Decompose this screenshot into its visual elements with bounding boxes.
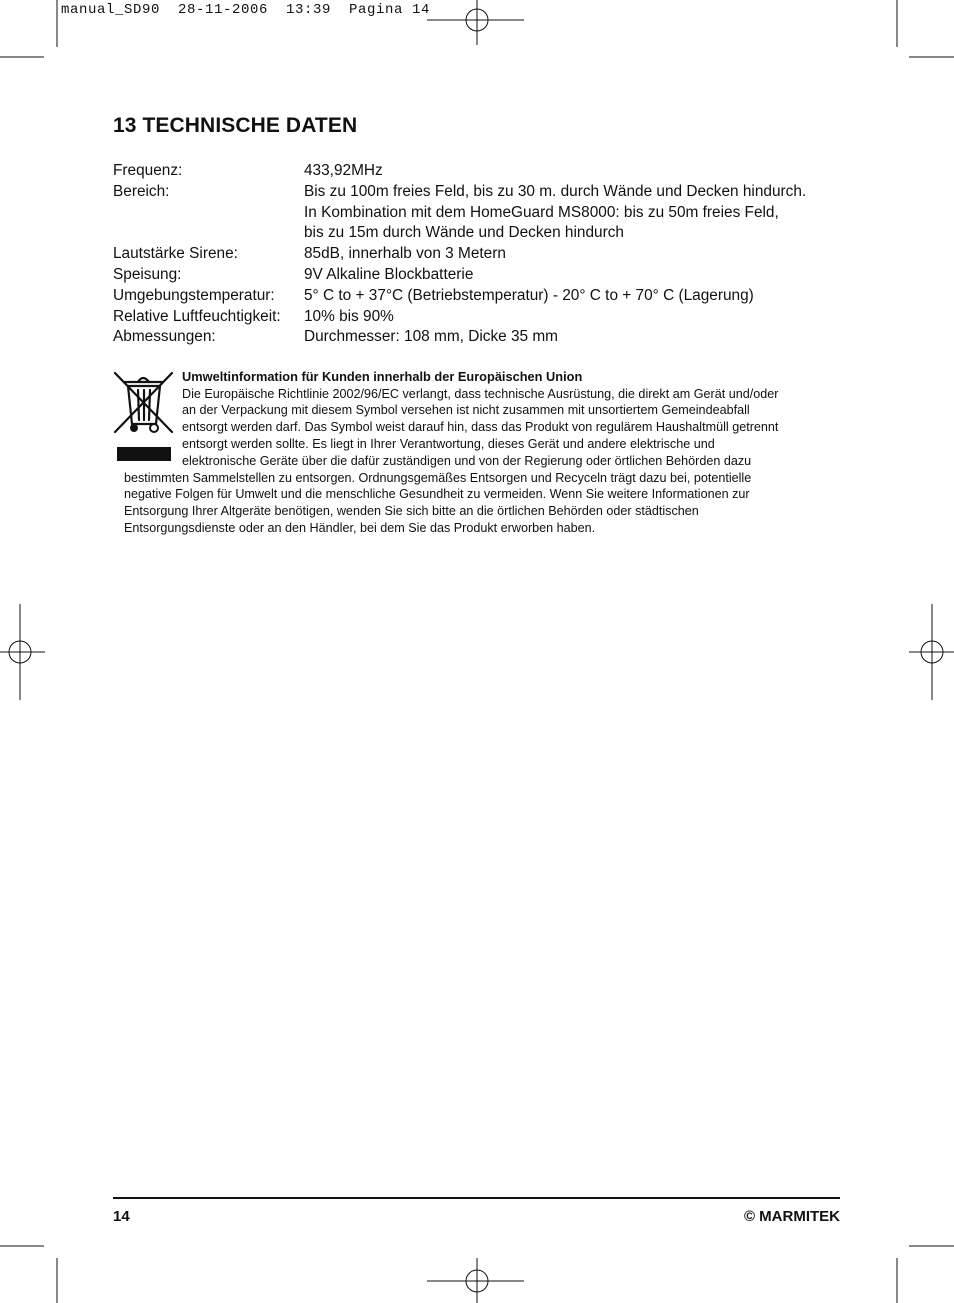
spec-value-line: 433,92MHz [304,162,383,179]
registration-mark-icon [427,0,524,45]
spec-label: Abmessungen: [113,328,216,346]
spec-value-line: Durchmesser: 108 mm, Dicke 35 mm [304,328,559,346]
spec-row [113,307,853,328]
spec-row [113,327,853,348]
print-slug: manual_SD90 28-11-2006 13:39 Pagina 14 [61,2,431,18]
spec-value [304,161,853,182]
spec-value-line: In Kombination mit dem HomeGuard MS8000: bis zu 50m freies Feld, [304,203,779,221]
spec-label: Umgebungstemperatur: [113,286,275,304]
environment-title: Umweltinformation für Kunden innerhalb der Europäischen Union [182,369,583,384]
environment-text-line: negative Folgen für Umwelt und die menschliche Gesundheit zu vermeiden. Wenn Sie weitere Informationen zur [124,487,750,501]
spec-row [113,161,853,182]
spec-label: Relative Luftfeuchtigkeit: [113,307,281,325]
weee-crossed-bin-icon [112,370,178,464]
spec-table [113,161,853,348]
spec-label: Speisung: [113,265,182,283]
copyright-notice: © MARMITEK [743,1208,840,1225]
spec-row [113,244,853,265]
spec-label: Bereich: [113,182,170,200]
spec-value [304,265,853,286]
environment-text-line: Entsorgungsdienste oder an den Händler, bei dem Sie das Produkt erworben haben. [124,521,596,535]
spec-value [304,307,853,328]
spec-value [304,244,853,265]
registration-mark-icon [0,604,45,700]
spec-value-line: 9V Alkaline Blockbatterie [304,265,474,283]
environment-text-line: bestimmten Sammelstellen zu entsorgen. Ordnungsgemäßes Entsorgen und Recyceln trägt dazu bei, potentielle [124,471,752,485]
spec-value [304,327,853,348]
registration-mark-icon [427,1258,524,1303]
spec-value-line: 85dB, innerhalb von 3 Metern [304,245,506,263]
environment-text-line: Die Europäische Richtlinie 2002/96/EC verlangt, dass technische Ausrüstung, die direkt am Gerät und/oder [182,387,779,401]
spec-row [113,182,853,244]
spec-value [304,182,853,244]
footer-divider [113,1197,840,1199]
spec-value [304,286,853,307]
environment-text-line: Entsorgung Ihrer Altgeräte benötigen, wenden Sie sich bitte an die örtlichen Behörden oder städtischen [124,504,699,518]
spec-value-line: 5° C to + 37°C (Betriebstemperatur) - 20° C to + 70° C (Lagerung) [304,286,754,304]
spec-label: Lautstärke Sirene: [113,245,238,263]
page-number: 14 [113,1208,130,1225]
environment-text-line: entsorgt werden sollte. Es liegt in Ihrer Verantwortung, dieses Gerät und andere elektrische und [182,437,715,451]
registration-mark-icon [909,604,954,700]
environment-text-line: an der Verpackung mit diesem Symbol versehen ist nicht zusammen mit unsortiertem Gemeindeabfall [182,403,750,417]
spec-label: Frequenz: [113,162,183,179]
environment-text-line: entsorgt werden darf. Das Symbol weist darauf hin, dass das Produkt von regulärem Haushaltmüll getrennt [182,420,779,434]
spec-row [113,286,853,307]
environment-text-line: elektronische Geräte über die dafür zuständigen und von der Regierung oder örtlichen Behörden dazu [182,454,752,468]
section-title: 13 TECHNISCHE DATEN [113,114,358,137]
spec-row [113,265,853,286]
spec-value-line: Bis zu 100m freies Feld, bis zu 30 m. durch Wände und Decken hindurch. [304,182,807,200]
spec-value-line: bis zu 15m durch Wände und Decken hindurch [304,224,624,242]
spec-value-line: 10% bis 90% [304,307,394,325]
